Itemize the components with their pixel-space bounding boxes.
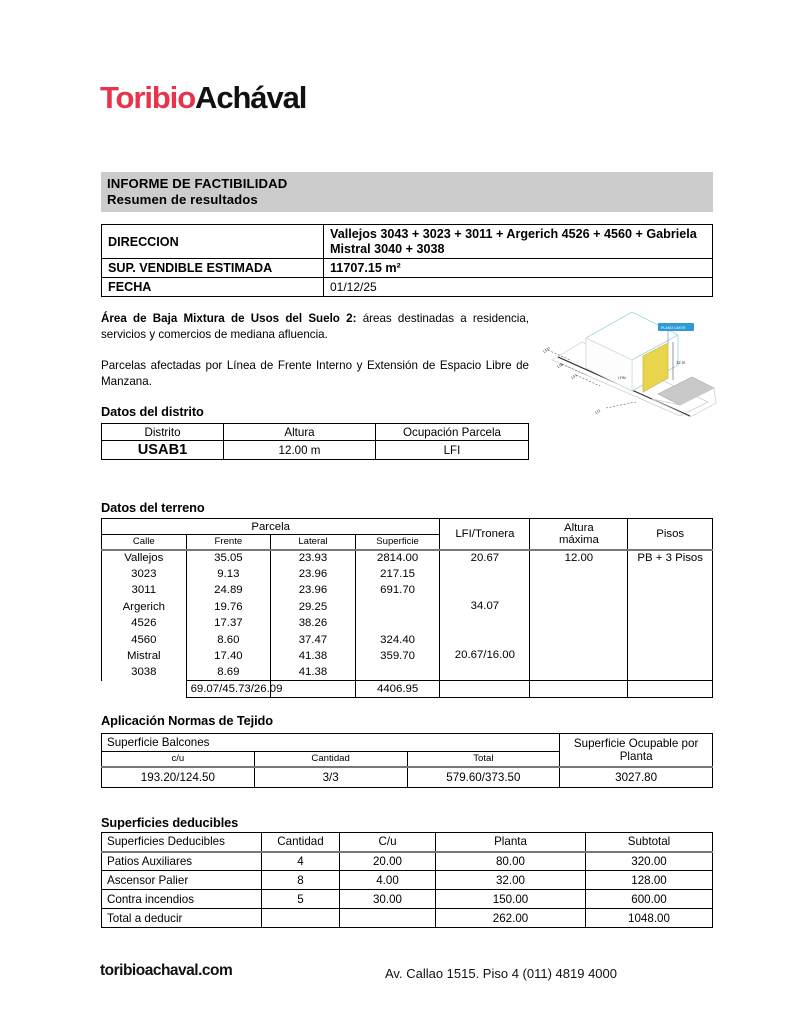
cell-frente: 8.60 <box>186 631 271 647</box>
cell-frente: 17.37 <box>186 615 271 631</box>
cell-lateral: 38.26 <box>271 615 356 631</box>
logo-text-achaval: Achával <box>195 80 307 115</box>
cell-deducible-cu: 20.00 <box>340 852 436 871</box>
col-superficies-deducibles: Superficies Deducibles <box>102 833 262 852</box>
cell-frente: 8.69 <box>186 664 271 680</box>
isometric-zoning-diagram <box>540 298 720 420</box>
report-title-band <box>101 172 713 212</box>
cell-altura-value: 12.00 m <box>224 441 376 460</box>
header-value-fecha: 01/12/25 <box>324 278 713 297</box>
cell-deducible-subtotal: 128.00 <box>586 871 713 890</box>
cell-total-label: Total a deducir <box>102 909 262 928</box>
cell-deducible-subtotal: 320.00 <box>586 852 713 871</box>
cell-superficie: 359.70 <box>355 648 440 664</box>
col-ocupacion-parcela: Ocupación Parcela <box>376 424 529 441</box>
cell-deducible-planta: 32.00 <box>436 871 586 890</box>
cell-superficie: 324.40 <box>355 631 440 647</box>
col-lfi-tronera: LFI/Tronera <box>440 519 530 550</box>
header-info-table <box>101 224 713 297</box>
cell-deducible-cantidad: 5 <box>262 890 340 909</box>
cell-deducible-planta: 150.00 <box>436 890 586 909</box>
distrito-table <box>101 423 529 460</box>
table-row <box>102 259 713 278</box>
cell-deducible-subtotal: 600.00 <box>586 890 713 909</box>
cell-superficie <box>355 615 440 631</box>
table-header-row <box>102 833 713 852</box>
cell-distrito-value: USAB1 <box>102 441 224 460</box>
header-value-sup-vendible: 11707.15 m² <box>324 259 713 278</box>
col-altura-maxima <box>530 519 628 550</box>
cell-frente: 9.13 <box>186 566 271 582</box>
col-cu: c/u <box>102 752 255 767</box>
cell-superficie-ocupable-value: 3027.80 <box>560 767 713 788</box>
cell-lateral: 23.96 <box>271 566 356 582</box>
col-cu: C/u <box>340 833 436 852</box>
logo-text-toribio: Toribio <box>100 80 196 115</box>
cell-altura-maxima-value: 12.00 <box>530 550 628 681</box>
table-header-row <box>102 424 529 441</box>
cell-calle: 4526 <box>102 615 187 631</box>
cell-lfi-1: 20.67 <box>440 550 530 599</box>
cell-calle: Vallejos <box>102 550 187 566</box>
cell-lateral: 23.93 <box>271 550 356 566</box>
table-row <box>102 225 713 259</box>
col-total: Total <box>407 752 560 767</box>
company-logo <box>100 82 306 113</box>
diagram-axis-label-lfp: LFP <box>542 346 551 354</box>
report-subtitle: Resumen de resultados <box>107 192 258 207</box>
cell-deducible-planta: 80.00 <box>436 852 586 871</box>
header-label-direccion: DIRECCION <box>102 225 324 259</box>
col-calle: Calle <box>102 535 187 550</box>
cell-total-lateral <box>271 681 356 698</box>
cell-balcones-cantidad: 3/3 <box>254 767 407 788</box>
footer-website[interactable]: toribioachaval.com <box>100 962 233 979</box>
cell-total-subtotal: 1048.00 <box>586 909 713 928</box>
header-label-fecha: FECHA <box>102 278 324 297</box>
col-planta: Planta <box>436 833 586 852</box>
section-heading-distrito: Datos del distrito <box>101 404 204 419</box>
table-total-row <box>102 681 713 698</box>
cell-frente: 19.76 <box>186 599 271 615</box>
cell-total-cantidad <box>262 909 340 928</box>
table-row <box>102 767 713 788</box>
col-frente: Frente <box>186 535 271 550</box>
cell-total-pisos <box>628 681 713 698</box>
report-title: INFORME DE FACTIBILIDAD <box>107 176 288 191</box>
cell-deducible-cu: 30.00 <box>340 890 436 909</box>
cell-deducible-name: Ascensor Palier <box>102 871 262 890</box>
paragraph-zoning-description <box>101 311 529 342</box>
deducibles-table <box>101 832 713 928</box>
cell-total-superficie: 4406.95 <box>355 681 440 698</box>
cell-deducible-cu: 4.00 <box>340 871 436 890</box>
section-heading-terreno: Datos del terreno <box>101 500 205 515</box>
cell-total-lfi <box>440 681 530 698</box>
cell-calle: 3011 <box>102 582 187 598</box>
cell-calle: Argerich <box>102 599 187 615</box>
cell-calle: 3038 <box>102 664 187 680</box>
col-cantidad: Cantidad <box>254 752 407 767</box>
table-header-row <box>102 519 713 535</box>
col-superficie-balcones: Superficie Balcones <box>102 734 560 752</box>
col-lateral: Lateral <box>271 535 356 550</box>
cell-total-cu <box>340 909 436 928</box>
cell-superficie <box>355 599 440 615</box>
cell-frente: 35.05 <box>186 550 271 566</box>
cell-calle: 3023 <box>102 566 187 582</box>
cell-frente: 24.89 <box>186 582 271 598</box>
col-pisos: Pisos <box>628 519 713 550</box>
cell-total-frente: 69.07/45.73/26.09 <box>186 681 271 698</box>
cell-deducible-cantidad: 4 <box>262 852 340 871</box>
col-altura-maxima-line2: máxima <box>558 533 599 546</box>
header-label-sup-vendible: SUP. VENDIBLE ESTIMADA <box>102 259 324 278</box>
col-distrito: Distrito <box>102 424 224 441</box>
cell-lfi-3: 20.67/16.00 <box>440 648 530 681</box>
col-group-parcela: Parcela <box>102 519 440 535</box>
diagram-axis-label-lo: LO <box>594 407 602 415</box>
cell-lateral: 41.38 <box>271 648 356 664</box>
diagram-axis-label-lfi: LFI <box>570 372 578 380</box>
cell-calle: Mistral <box>102 648 187 664</box>
cell-lfi-2: 34.07 <box>440 599 530 648</box>
cell-lateral: 41.38 <box>271 664 356 680</box>
cell-lateral: 37.47 <box>271 631 356 647</box>
table-row <box>102 871 713 890</box>
tejido-table <box>101 733 713 788</box>
cell-superficie: 2814.00 <box>355 550 440 566</box>
section-heading-deducibles: Superficies deducibles <box>101 815 239 830</box>
terreno-table <box>101 518 713 698</box>
table-row <box>102 852 713 871</box>
cell-deducible-name: Patios Auxiliares <box>102 852 262 871</box>
cell-pisos-value: PB + 3 Pisos <box>628 550 713 681</box>
cell-total-altura <box>530 681 628 698</box>
cell-total-planta: 262.00 <box>436 909 586 928</box>
paragraph-zoning-term: Área de Baja Mixtura de Usos del Suelo 2: <box>101 312 357 325</box>
col-altura: Altura <box>224 424 376 441</box>
col-cantidad: Cantidad <box>262 833 340 852</box>
table-row <box>102 278 713 297</box>
footer-address: Av. Callao 1515. Piso 4 (011) 4819 4000 <box>385 966 617 981</box>
header-value-direccion: Vallejos 3043 + 3023 + 3011 + Argerich 4526 + 4560 + Gabriela Mistral 3040 + 3038 <box>324 225 713 259</box>
cell-superficie: 217.15 <box>355 566 440 582</box>
cell-superficie <box>355 664 440 680</box>
cell-lateral: 29.25 <box>271 599 356 615</box>
col-subtotal: Subtotal <box>586 833 713 852</box>
col-superficie: Superficie <box>355 535 440 550</box>
cell-balcones-total: 579.60/373.50 <box>407 767 560 788</box>
cell-ocupacion-value: LFI <box>376 441 529 460</box>
table-row <box>102 550 713 566</box>
col-altura-maxima-line1: Altura <box>563 521 594 534</box>
cell-calle: 4560 <box>102 631 187 647</box>
section-heading-tejido: Aplicación Normas de Tejido <box>101 713 273 728</box>
table-row <box>102 441 529 460</box>
table-total-row <box>102 909 713 928</box>
cell-deducible-name: Contra incendios <box>102 890 262 909</box>
cell-balcones-cu: 193.20/124.50 <box>102 767 255 788</box>
cell-frente: 17.40 <box>186 648 271 664</box>
cell-total-blank <box>102 681 187 698</box>
cell-lateral: 23.96 <box>271 582 356 598</box>
cell-deducible-cantidad: 8 <box>262 871 340 890</box>
table-header-row <box>102 734 713 752</box>
table-row <box>102 890 713 909</box>
paragraph-parcel-note: Parcelas afectadas por Línea de Frente Interno y Extensión de Espacio Libre de Manzana. <box>101 359 529 388</box>
cell-superficie: 691.70 <box>355 582 440 598</box>
paragraph-zoning-rest: áreas destinadas a residencia, servicios y comercios de mediana afluencia. <box>101 312 529 341</box>
diagram-plane-tag: PLANO LIMITE <box>661 326 686 330</box>
diagram-height-label: 12 m <box>676 360 686 365</box>
diagram-axis-label-lib: LIB <box>556 361 564 369</box>
diagram-edge-label: LFIM <box>618 376 626 380</box>
col-superficie-ocupable: Superficie Ocupable por Planta <box>560 734 713 767</box>
